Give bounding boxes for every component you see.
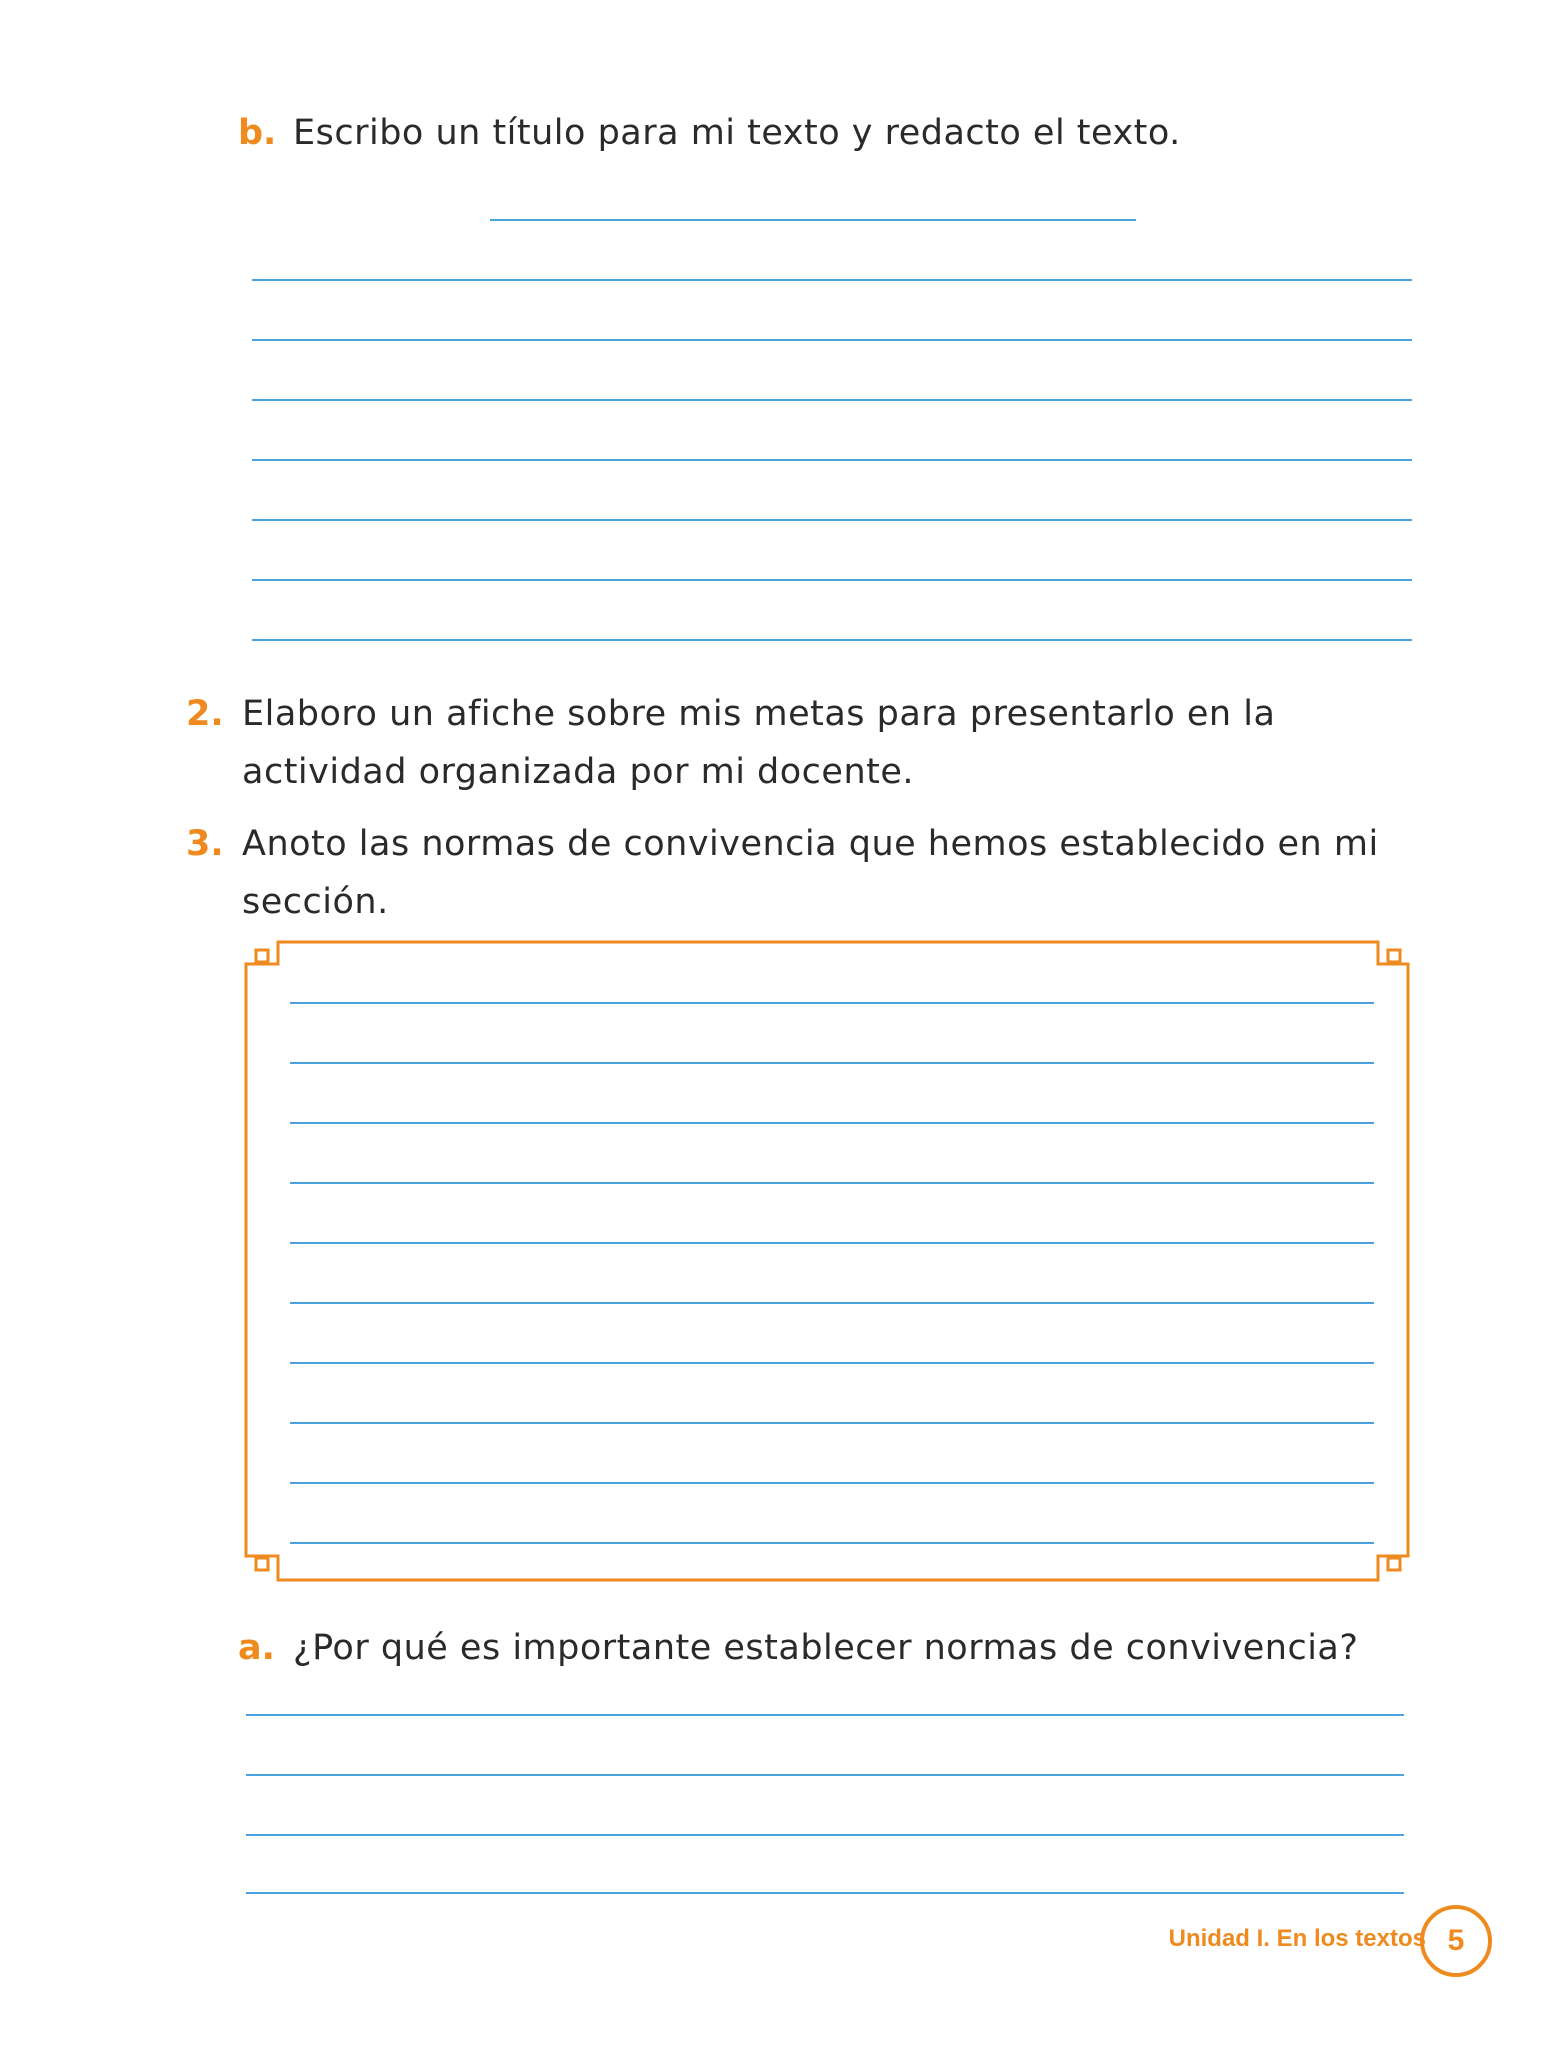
item-2-marker: 2. [186,694,224,734]
answer-line[interactable] [246,1714,1404,1716]
item-3-marker: 3. [186,824,224,864]
item-3-line-1: Anoto las normas de convivencia que hemos establecido en mi [242,824,1379,864]
frame-writing-line[interactable] [290,1122,1374,1124]
item-3-line-2: sección. [242,882,389,922]
frame-writing-line[interactable] [290,1542,1374,1544]
item-a-prompt: ¿Por qué es importante establecer normas de convivencia? [293,1628,1359,1668]
frame-writing-line[interactable] [290,1242,1374,1244]
item-b-prompt: Escribo un título para mi texto y redacto el texto. [293,113,1181,153]
page-number: 5 [1447,1924,1465,1957]
answer-line[interactable] [246,1834,1404,1836]
item-2-line-1: Elaboro un afiche sobre mis metas para presentarlo en la [242,694,1276,734]
item-b-marker: b. [238,113,277,153]
answer-line[interactable] [246,1774,1404,1776]
frame-writing-line[interactable] [290,1002,1374,1004]
frame-writing-line[interactable] [290,1482,1374,1484]
unit-label: Unidad I. En los textos [1168,1925,1426,1952]
frame-writing-line[interactable] [290,1422,1374,1424]
item-a-marker: a. [238,1628,275,1668]
answer-line[interactable] [246,1892,1404,1894]
frame-writing-line[interactable] [290,1302,1374,1304]
item-2-line-2: actividad organizada por mi docente. [242,752,915,792]
frame-writing-line[interactable] [290,1362,1374,1364]
frame-writing-line[interactable] [290,1182,1374,1184]
page-number-badge [1420,1905,1492,1977]
frame-writing-line[interactable] [290,1062,1374,1064]
